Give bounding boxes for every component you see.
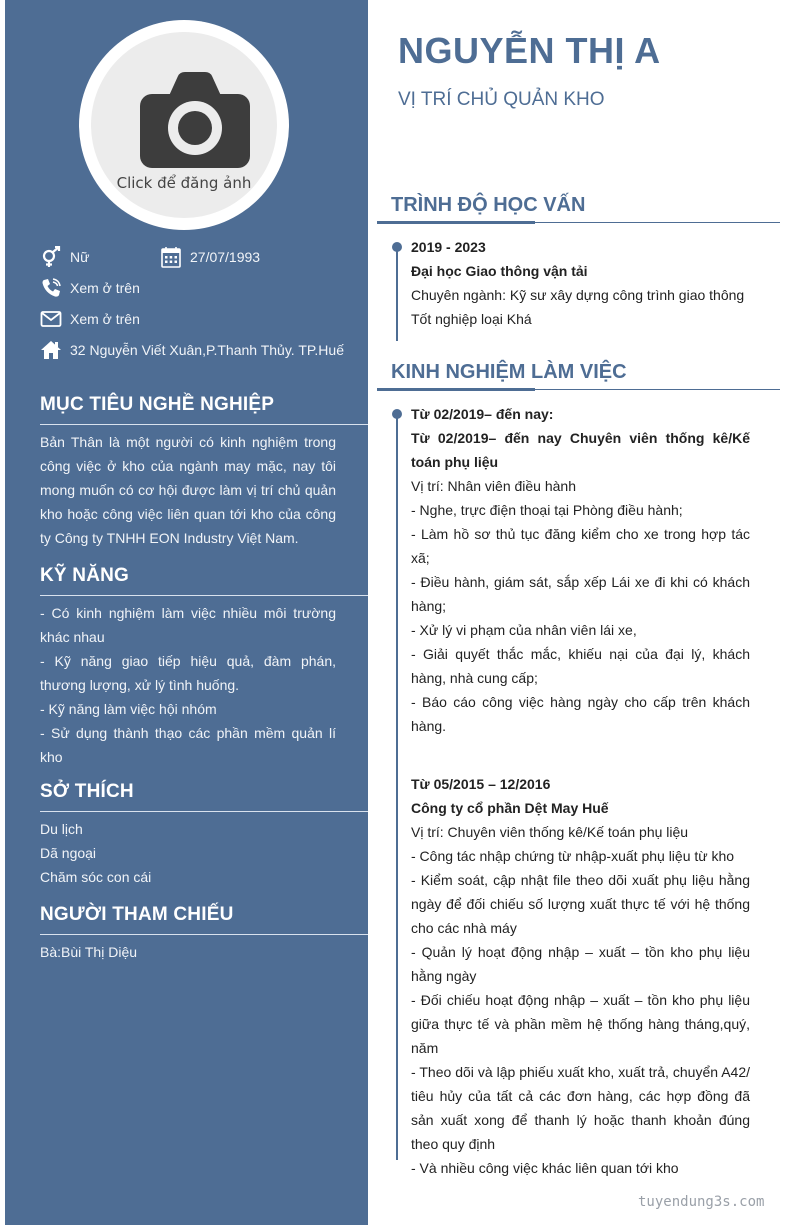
job-line: - Kiểm soát, cập nhật file theo dõi xuất phụ liệu hằng ngày để đối chiếu số lượng xuất thực tế với hệ thống cho các nhà máy (411, 872, 750, 936)
reference-item: Bà:Bùi Thị Diệu (40, 944, 138, 960)
objective-text: Bản Thân là một người có kinh nghiệm trong công việc ở kho của ngành may mặc, nay tôi mong muốn có cơ hội được làm vị trí chủ quản kho hoặc công việc liên quan tới kho của công ty Công ty TNHH EON Industry Việt Nam. (40, 434, 336, 546)
birthday-value: 27/07/1993 (190, 249, 261, 265)
phone-icon (40, 277, 62, 299)
job-block (411, 772, 750, 1180)
home-icon (40, 339, 62, 361)
education-major: Chuyên ngành: Kỹ sư xây dựng công trình giao thông (411, 287, 745, 303)
skill-item: - Kỹ năng giao tiếp hiệu quả, đàm phán, thương lượng, xử lý tình huống. (40, 653, 336, 693)
education-period: 2019 - 2023 (411, 239, 486, 255)
mail-icon (40, 308, 62, 330)
contact-address (40, 339, 344, 361)
hobby-item: Chăm sóc con cái (40, 869, 152, 885)
objective-title: MỤC TIÊU NGHỀ NGHIỆP (40, 394, 275, 415)
candidate-position: VỊ TRÍ CHỦ QUẢN KHO (398, 89, 605, 110)
skills-title: KỸ NĂNG (40, 565, 130, 586)
education-block (411, 235, 750, 331)
skills-divider (40, 595, 368, 596)
experience-timeline (396, 414, 398, 1160)
experience-title: KINH NGHIỆM LÀM VIỆC (391, 361, 627, 383)
contact-gender (40, 246, 89, 268)
gender-value: Nữ (70, 249, 90, 265)
job-line: - Và nhiều công việc khác liên quan tới kho (411, 1160, 679, 1176)
job-period: Từ 02/2019– đến nay: (411, 406, 554, 422)
skills-list (40, 601, 336, 769)
phone-value: Xem ở trên (70, 280, 140, 296)
job-line: Vị trí: Nhân viên điều hành (411, 478, 576, 494)
references-title: NGƯỜI THAM CHIẾU (40, 904, 234, 925)
education-timeline (396, 247, 398, 341)
job-line: - Nghe, trực điện thoại tại Phòng điều hành; (411, 502, 683, 518)
hobbies-divider (40, 811, 368, 812)
watermark: tuyendung3s.com (638, 1194, 765, 1210)
hobbies-list (40, 817, 336, 889)
job-line: Vị trí: Chuyên viên thống kê/Kế toán phụ liệu (411, 824, 689, 840)
job-heading: Từ 02/2019– đến nay Chuyên viên thống kê/Kế toán phụ liệu (411, 430, 750, 470)
references-list (40, 940, 336, 964)
email-value: Xem ở trên (70, 311, 140, 327)
education-title: TRÌNH ĐỘ HỌC VẤN (391, 194, 586, 216)
hobbies-title: SỞ THÍCH (40, 781, 134, 802)
job-line: - Điều hành, giám sát, sắp xếp Lái xe đi khi có khách hàng; (411, 574, 750, 614)
job-line: - Công tác nhập chứng từ nhập-xuất phụ liệu từ kho (411, 848, 735, 864)
job-line: - Đối chiếu hoạt động nhập – xuất – tồn kho phụ liệu giữa thực tế và phần mềm hệ thống hàng tháng,quý, năm (411, 992, 750, 1056)
job-line: - Theo dõi và lập phiếu xuất kho, xuất trả, chuyển A42/ tiêu hủy của tất cả các đơn hàng, các hợp đồng đã sản xuất xong để thanh lý hoặc thanh khoản đúng theo quy định (411, 1064, 750, 1152)
skill-item: - Có kinh nghiệm làm việc nhiều môi trường khác nhau (40, 605, 336, 645)
sidebar (5, 0, 368, 1225)
calendar-icon (160, 246, 182, 268)
job-line: - Giải quyết thắc mắc, khiếu nại của đại lý, khách hàng, nhà cung cấp; (411, 646, 750, 686)
camera-icon (140, 72, 250, 168)
contact-phone (40, 277, 140, 299)
references-divider (40, 934, 368, 935)
job-line: - Quản lý hoạt động nhập – xuất – tồn kho phụ liệu hằng ngày (411, 944, 750, 984)
job-line: - Xử lý vi phạm của nhân viên lái xe, (411, 622, 637, 638)
skill-item: - Sử dụng thành thạo các phần mềm quản lí kho (40, 725, 336, 765)
skill-item: - Kỹ năng làm việc hội nhóm (40, 701, 217, 717)
education-grade: Tốt nghiệp loại Khá (411, 311, 532, 327)
candidate-name: NGUYỄN THỊ A (398, 30, 661, 71)
job-period: Từ 05/2015 – 12/2016 (411, 776, 551, 792)
gender-icon (40, 246, 62, 268)
job-line: - Báo cáo công việc hàng ngày cho cấp trên khách hàng. (411, 694, 750, 734)
experience-divider (377, 389, 780, 390)
education-divider (377, 222, 780, 223)
avatar-upload[interactable] (79, 20, 289, 230)
avatar-caption[interactable]: Click để đăng ảnh (116, 174, 252, 192)
hobby-item: Dã ngoại (40, 845, 97, 861)
address-value: 32 Nguyễn Viết Xuân,P.Thanh Thủy. TP.Huế (70, 342, 344, 358)
avatar-placeholder[interactable] (91, 32, 277, 218)
hobby-item: Du lịch (40, 821, 83, 837)
job-line: - Làm hồ sơ thủ tục đăng kiểm cho xe trong hợp tác xã; (411, 526, 750, 566)
objective-divider (40, 424, 368, 425)
contact-email (40, 308, 140, 330)
job-block (411, 402, 750, 738)
contact-birthday (160, 246, 260, 268)
education-school: Đại học Giao thông vận tải (411, 263, 588, 279)
job-heading: Công ty cổ phần Dệt May Huế (411, 800, 609, 816)
